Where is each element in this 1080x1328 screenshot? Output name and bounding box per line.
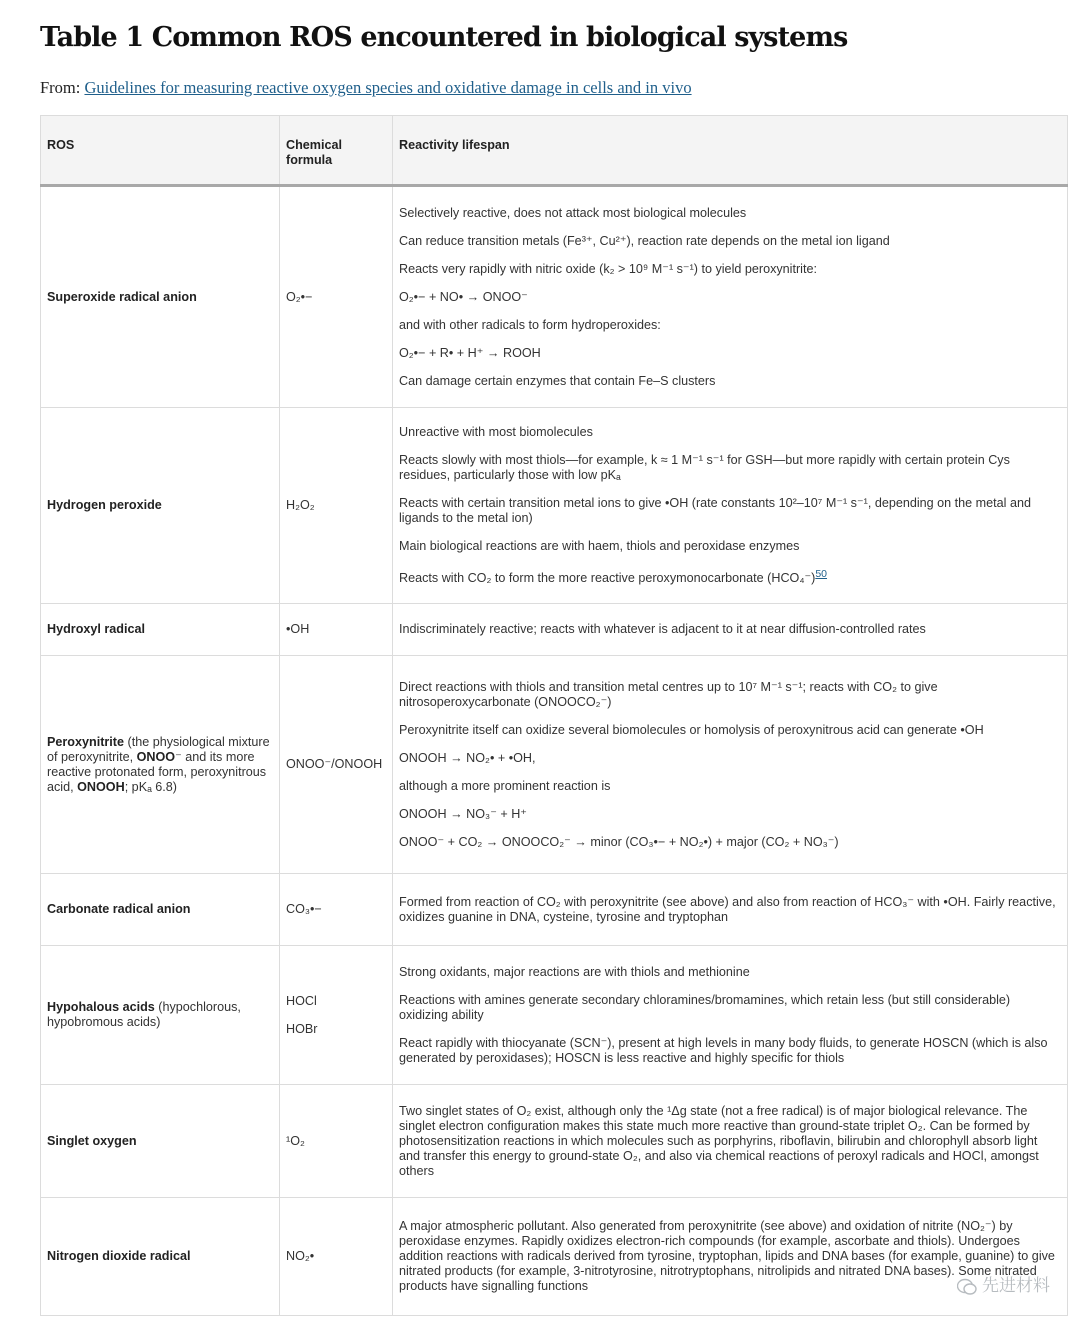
table-row [41,656,1068,874]
ros-name-cell [41,186,280,408]
header-ros: ROS [41,116,280,186]
watermark [957,1271,1050,1296]
reference-link-50[interactable]: 50 [815,567,828,580]
formula-hobr: HOBr [286,1021,318,1036]
formula-cell: ¹O₂ [280,1085,393,1198]
formula-cell: O₂•− [280,186,393,408]
reactivity-cell [393,874,1068,946]
ros-name: Hydroxyl radical [47,622,145,636]
table-header-row [41,116,1068,186]
formula-cell: CO₃•− [280,874,393,946]
page-title: Table 1 Common ROS encountered in biological systems [40,22,848,53]
source-line [40,78,692,98]
reactivity-cell [393,656,1068,874]
ros-name-cell [41,656,280,874]
reactivity-line: Indiscriminately reactive; reacts with whatever is adjacent to it at near diffusion-controlled rates [399,622,926,636]
ros-name: Peroxynitrite [47,734,124,749]
reactivity-line [399,567,1061,586]
reactivity-line: Direct reactions with thiols and transition metal centres up to 10⁷ M⁻¹ s⁻¹; reacts with CO₂ to give nitrosoperoxycarbonate (ONOOCO₂⁻) [399,679,938,709]
ros-name: Superoxide radical anion [47,289,197,304]
reactivity-line: Formed from reaction of CO₂ with peroxynitrite (see above) and also from reaction of HCO₃⁻ with •OH. Fairly reactive, oxidizes guanine in DNA, cysteine, tyrosine and tryptophan [399,894,1056,924]
reactivity-line: Reacts very rapidly with nitric oxide (k₂ > 10⁹ M⁻¹ s⁻¹) to yield peroxynitrite: [399,261,817,276]
formula-hocl: HOCl [286,993,317,1008]
source-article-link[interactable]: Guidelines for measuring reactive oxygen species and oxidative damage in cells and in vivo [84,78,692,97]
ros-name: Singlet oxygen [47,1133,137,1148]
table-row [41,408,1068,604]
table-row [41,604,1068,656]
table-row [41,186,1068,408]
ros-name-cell [41,946,280,1085]
table-row [41,946,1068,1085]
reactivity-line: Strong oxidants, major reactions are with thiols and methionine [399,964,750,979]
reactivity-line: although a more prominent reaction is [399,778,611,793]
reactivity-cell [393,1085,1068,1198]
reactivity-cell [393,1198,1068,1316]
reaction-equation: ONOOH → NO₃⁻ + H⁺ [399,806,527,821]
header-formula: Chemical formula [280,116,393,186]
ros-name: Nitrogen dioxide radical [47,1249,191,1263]
reactivity-line: A major atmospheric pollutant. Also generated from peroxynitrite (see above) and oxidation of nitrite (NO₂⁻) by peroxidase enzymes. Rapidly oxidizes electron-rich compounds (for example, ascorbate and thiols). Undergoes addition reactions with radicals derived from tyrosine, tryptophan, lipids and DNA bases (for example, guanine) to give nitrated products (for example, 3-nitrotyrosine, nitrotryptophans, nitrolipids and nitrated DNA bases). Some nitrated products have signalling functions [399,1219,1055,1293]
ros-name-note: (hypochlorous, hypobromous acids) [47,1000,241,1029]
wechat-icon [957,1278,977,1296]
reactivity-cell [393,946,1068,1085]
ros-name-note: (the physiological mixture of peroxynitrite, [47,734,270,764]
reactivity-cell [393,186,1068,408]
from-label: From: [40,78,81,97]
formula-cell [280,946,393,1085]
ros-name-cell [41,1198,280,1316]
ros-name-bold: ONOO [136,749,176,764]
reactivity-line: Two singlet states of O₂ exist, although only the ¹Δg state (not a free radical) is of major biological relevance. The singlet electron configuration makes this state much more reactive than ground-state triplet O₂. Can be formed by photosensitization reactions in which molecules such as porphyrins, riboflavin, bilirubin and chlorophyll absorb light and transfer this energy to ground-state O₂, and also via chemical reactions of peroxyl radicals and HOCl, amongst others [399,1103,1039,1178]
ros-name: Hypohalous acids [47,1000,155,1014]
reaction-equation: O₂•− + R• + H⁺ → ROOH [399,345,541,360]
ros-name: Carbonate radical anion [47,902,191,916]
ros-name-cell [41,874,280,946]
watermark-text: 先进材料 [982,1276,1050,1295]
reactivity-line: Can damage certain enzymes that contain Fe–S clusters [399,373,716,388]
reactivity-line: Main biological reactions are with haem, thiols and peroxidase enzymes [399,538,800,553]
reactivity-line: Selectively reactive, does not attack most biological molecules [399,205,747,220]
table-row [41,874,1068,946]
reactivity-line: Unreactive with most biomolecules [399,424,593,439]
table-row [41,1198,1068,1316]
ros-name-cell [41,1085,280,1198]
reaction-equation: O₂•− + NO• → ONOO⁻ [399,289,528,304]
ros-name-note: ⁻ and its more reactive protonated form, peroxynitrous acid, [47,749,267,794]
formula-cell: H₂O₂ [280,408,393,604]
ros-name-note: ; pKₐ 6.8) [124,779,177,794]
reaction-equation: ONOO⁻ + CO₂ → ONOOCO₂⁻ → minor (CO₃•− + NO₂•) + major (CO₂ + NO₃⁻) [399,834,839,849]
ros-name: Hydrogen peroxide [47,498,162,512]
ros-table [40,115,1068,1316]
reactivity-line: Reactions with amines generate secondary chloramines/bromamines, which retain less (but still considerable) oxidizing ability [399,992,1011,1022]
reactivity-line: and with other radicals to form hydroperoxides: [399,317,661,332]
reactivity-line: Peroxynitrite itself can oxidize several biomolecules or homolysis of peroxynitrous acid can generate •OH [399,722,984,737]
reactivity-line: React rapidly with thiocyanate (SCN⁻), present at high levels in many body fluids, to generate HOSCN (which is also generated by peroxidases); HOSCN is less reactive and highly specific for thiols [399,1035,1048,1065]
reactivity-text: Reacts with CO₂ to form the more reactive peroxymonocarbonate (HCO₄⁻) [399,571,816,586]
ros-name-cell [41,604,280,656]
header-reactivity: Reactivity lifespan [393,116,1068,186]
ros-name-cell [41,408,280,604]
ros-name-bold: ONOOH [77,779,125,794]
reactivity-line: Reacts with certain transition metal ions to give •OH (rate constants 10²–10⁷ M⁻¹ s⁻¹, depending on the metal and ligands to the metal ion) [399,495,1031,525]
reactivity-cell [393,604,1068,656]
reactivity-cell [393,408,1068,604]
table-row [41,1085,1068,1198]
reaction-equation: ONOOH → NO₂• + •OH, [399,750,536,765]
formula-cell: ONOO⁻/ONOOH [280,656,393,874]
formula-cell: NO₂• [280,1198,393,1316]
formula-cell: •OH [280,604,393,656]
reactivity-line: Can reduce transition metals (Fe³⁺, Cu²⁺), reaction rate depends on the metal ion ligand [399,233,890,248]
reactivity-line: Reacts slowly with most thiols—for example, k ≈ 1 M⁻¹ s⁻¹ for GSH—but more rapidly with certain protein Cys residues, particularly those with low pKₐ [399,452,1010,482]
